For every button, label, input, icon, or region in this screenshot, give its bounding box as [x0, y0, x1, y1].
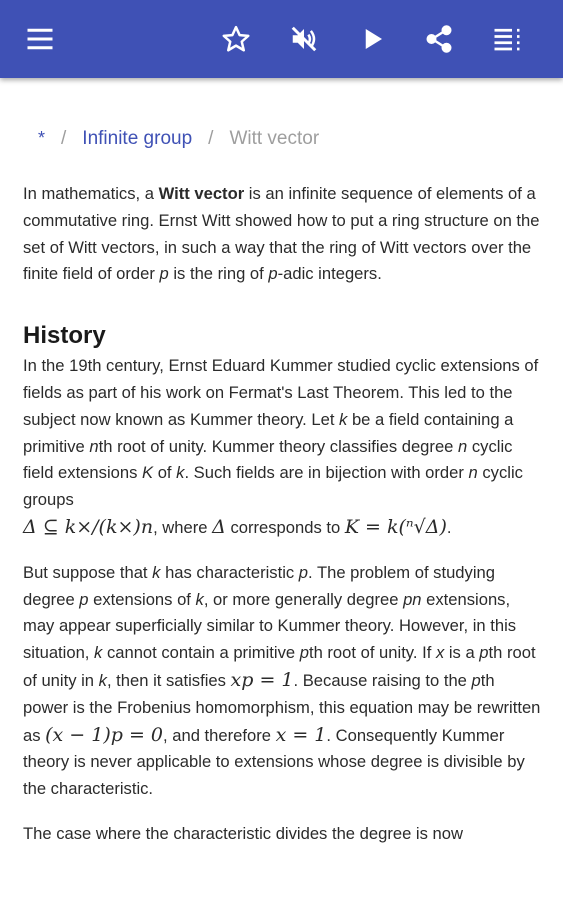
var-k: k	[94, 643, 103, 663]
text: is the ring of	[168, 264, 269, 284]
var-k: k	[339, 409, 348, 429]
menu-icon	[25, 24, 55, 54]
table-of-contents-button[interactable]	[487, 19, 527, 59]
text: th root of unity. Kummer theory classifies degree	[98, 436, 459, 456]
var-k: k	[176, 463, 185, 483]
var-k: k	[152, 562, 161, 582]
text: . Because raising to the	[293, 670, 472, 690]
text: is an infinite sequence of elements of a commutative ring. Ernst Witt showed how to put a ring structure on the set of Witt vectors, in such a way that the ring of Witt vectors over the finite field of order	[23, 184, 540, 284]
breadcrumb-separator: /	[61, 128, 67, 149]
favorite-button[interactable]	[216, 19, 256, 59]
math-x-power-p: xp = 1	[230, 668, 294, 691]
text: has characteristic	[160, 562, 299, 582]
text: -adic integers.	[277, 264, 382, 284]
text: cyclic groups	[23, 463, 523, 510]
play-button[interactable]	[352, 19, 392, 59]
text: , or more generally degree	[203, 589, 404, 609]
text: extensions of	[88, 589, 196, 609]
star-icon	[221, 24, 251, 54]
math-x-equals-1: x = 1	[275, 723, 327, 746]
text: But suppose that	[23, 562, 153, 582]
text: th power is the Frobenius homomorphism, this equation may be rewritten as	[23, 670, 541, 745]
math-frobenius-equation: (x − 1)p = 0	[45, 723, 164, 746]
var-k: k	[98, 670, 107, 690]
math-kummer-extension: K = k(ⁿ√Δ)	[344, 515, 447, 538]
var-k: k	[195, 589, 204, 609]
breadcrumb-home[interactable]: *	[38, 128, 46, 148]
breadcrumb-parent-link[interactable]: Infinite group	[82, 128, 193, 149]
text: be a field containing a primitive	[23, 409, 514, 456]
math-delta: Δ	[212, 515, 226, 538]
text: th root of unity. If	[308, 643, 436, 663]
text: . The problem of studying degree	[23, 562, 495, 609]
play-icon	[357, 24, 387, 54]
var-n: n	[89, 436, 99, 456]
text: corresponds to	[225, 517, 345, 537]
var-p: p	[479, 643, 489, 663]
intro-paragraph	[23, 181, 543, 288]
var-p: p	[79, 589, 89, 609]
text: , then it satisfies	[106, 670, 231, 690]
text: cannot contain a primitive	[102, 643, 300, 663]
var-x: x	[435, 643, 445, 663]
var-K: K	[142, 463, 154, 483]
var-p: p	[159, 264, 169, 284]
history-paragraph-3: The case where the characteristic divides the degree is now	[23, 823, 463, 843]
history-paragraph-1	[23, 353, 543, 542]
breadcrumb-separator: /	[208, 128, 214, 149]
var-p: p	[471, 670, 481, 690]
var-n: n	[468, 463, 478, 483]
share-button[interactable]	[419, 19, 459, 59]
var-p-power-n: pn	[403, 589, 422, 609]
text: .	[446, 517, 452, 537]
volume-off-icon	[289, 24, 319, 54]
mute-button[interactable]	[284, 19, 324, 59]
text: extensions, may appear superficially similar to Kummer theory. However, in this situation,	[23, 589, 517, 663]
toc-icon	[492, 24, 522, 54]
text: cyclic field extensions	[23, 436, 513, 483]
text: . Such fields are in bijection with order	[184, 463, 469, 483]
term-witt-vector: Witt vector	[158, 184, 245, 203]
var-p: p	[299, 643, 309, 663]
var-p: p	[298, 562, 309, 582]
var-p: p	[268, 264, 278, 284]
text: , where	[153, 517, 213, 537]
share-icon	[424, 24, 454, 54]
var-n: n	[458, 436, 468, 456]
history-paragraph-2	[23, 560, 543, 803]
article-content[interactable]	[0, 78, 563, 900]
text: In the 19th century, Ernst Eduard Kummer studied cyclic extensions of fields as part of his work on Fermat's Last Theorem. This led to the subject now known as Kummer theory. Let	[23, 356, 539, 429]
breadcrumb	[38, 128, 319, 150]
text: In mathematics, a	[23, 184, 159, 203]
article-body	[23, 181, 543, 848]
text: is a	[444, 643, 480, 663]
text: . Consequently Kummer theory is never applicable to extensions whose degree is divisible by the characteristic.	[23, 725, 525, 799]
text: , and therefore	[163, 725, 276, 745]
text: th root of unity in	[23, 643, 536, 690]
menu-button[interactable]	[20, 19, 60, 59]
breadcrumb-current: Witt vector	[229, 128, 320, 149]
text: of	[153, 463, 177, 483]
history-heading: History	[23, 322, 106, 350]
math-delta-subset: Δ ⊆ k×/(k×)n	[23, 515, 154, 538]
app-bar	[0, 0, 563, 78]
